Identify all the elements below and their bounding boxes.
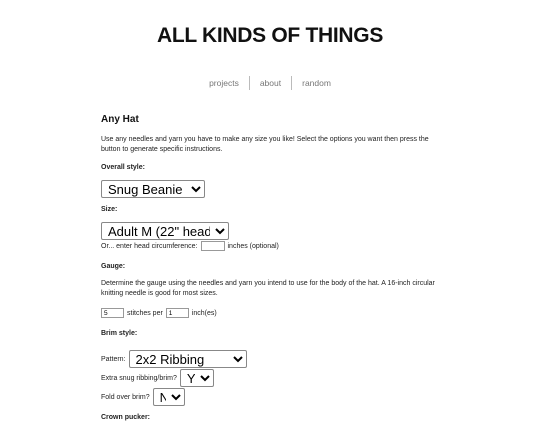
snug-brim-select[interactable] (180, 369, 214, 387)
snug-brim-label: Extra snug ribbing/brim? (101, 374, 177, 382)
fold-brim-label: Fold over brim? (101, 393, 150, 401)
inches-input[interactable] (166, 308, 189, 318)
intro-text: Use any needles and yarn you have to make any size you like! Select the options you want then press the button to generate specific instructions. (101, 136, 429, 153)
inches-label: inch(es) (191, 309, 217, 317)
gauge-label: Gauge: (101, 263, 126, 270)
brim-pattern-label: Pattern: (101, 355, 126, 363)
brim-pattern-select[interactable] (129, 350, 247, 368)
stitches-input[interactable] (101, 308, 124, 318)
head-circumference-input[interactable] (201, 241, 225, 251)
brim-style-label: Brim style: (101, 330, 138, 337)
overall-style-select[interactable] (101, 180, 205, 198)
fold-brim-select[interactable] (153, 388, 185, 406)
nav-random-link[interactable]: random (302, 78, 331, 88)
size-label: Size: (101, 206, 118, 213)
hat-form (101, 114, 441, 425)
main-nav (0, 76, 540, 90)
head-circumference-unit: inches (optional) (227, 242, 279, 250)
nav-about-link[interactable]: about (259, 78, 282, 88)
size-select[interactable] (101, 222, 229, 240)
head-circumference-label: Or... enter head circumference: (101, 242, 198, 250)
nav-projects-link[interactable]: projects (209, 78, 239, 88)
gauge-description: Determine the gauge using the needles and yarn you intend to use for the body of the hat. A 16-inch circular knitting needle is good for most sizes. (101, 280, 435, 297)
page-title: Any Hat (101, 114, 139, 125)
stitches-label: stitches per (127, 309, 163, 317)
crown-pucker-label: Crown pucker: (101, 414, 151, 421)
site-title: ALL KINDS OF THINGS (156, 24, 384, 47)
overall-style-label: Overall style: (101, 164, 145, 171)
